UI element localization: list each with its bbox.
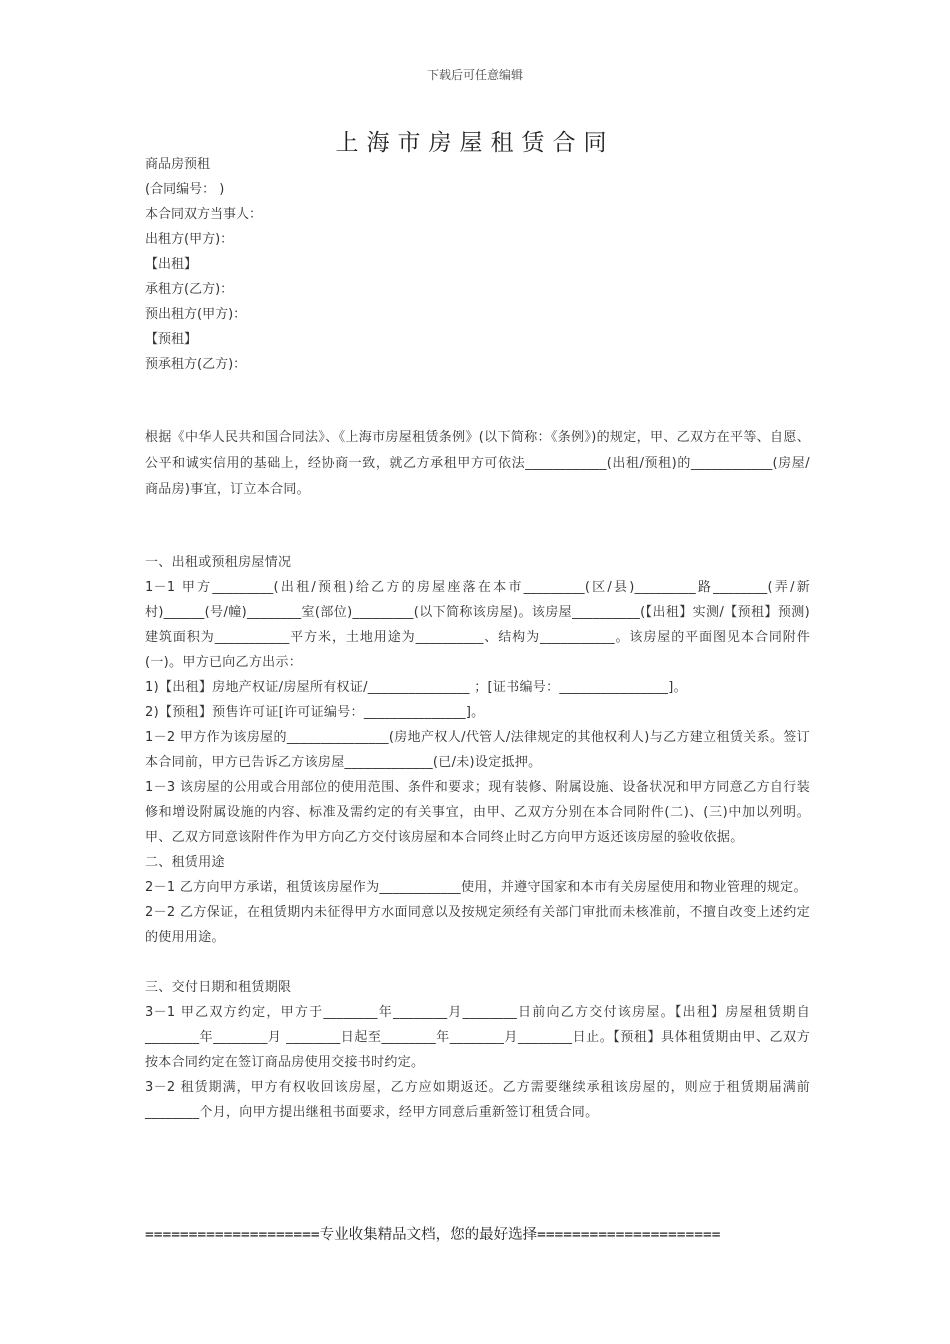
intro-paragraph: 根据《中华人民共和国合同法》、《上海市房屋租赁条例》(以下简称：《条例》)的规定，甲、乙双方在平等、自愿、公平和诚实信用的基础上，经协商一致，就乙方承租甲方可依法____________(出租/预租)的____________(房屋/商品房)事宜，订立本合同。: [145, 430, 810, 497]
header-note: 下载后可任意编辑: [426, 68, 523, 82]
party-line: 【预租】: [145, 332, 198, 347]
clause-1-1: 1－1 甲方_________(出租/预租)给乙方的房屋座落在本市_________(区/县)_________路________(弄/新村)______(号/幢)________室(部位)_________(以下简称该房屋)。该房屋__________(【出租】实测/【预租】预测)建筑面积为___________平方米，土地用途为__________、结构为___________。该房屋的平面图见本合同附件(一)。甲方已向乙方出示：: [145, 580, 810, 670]
section-3-heading: 三、交付日期和租赁期限: [145, 980, 292, 995]
section-2-heading: 二、租赁用途: [145, 855, 225, 870]
clause-3-1: 3－1 甲乙双方约定，甲方于________年________月________日前向乙方交付该房屋。【出租】房屋租赁期自________年________月 ________日起至________年________月________日止。【预租】具体租赁期由甲、乙双方按本合同约定在签订商品房使用交接书时约定。: [145, 1005, 810, 1070]
clause-2-2: 2－2 乙方保证，在租赁期内未征得甲方水面同意以及按规定须经有关部门审批而未核准前，不擅自改变上述约定的使用用途。: [145, 905, 810, 945]
party-line: 预承租方(乙方)：: [145, 357, 247, 372]
party-line: 预出租方(甲方)：: [145, 307, 247, 322]
party-line: (合同编号： ): [145, 182, 225, 197]
footer-banner: ====================专业收集精品文档，您的最好选择=====================: [145, 1227, 721, 1243]
clause-3-2: 3－2 租赁期满，甲方有权收回该房屋，乙方应如期返还。乙方需要继续承租该房屋的，则应于租赁期届满前________个月，向甲方提出继租书面要求，经甲方同意后重新签订租赁合同。: [145, 1080, 810, 1120]
clause-1-3: 1－3 该房屋的公用或合用部位的使用范围、条件和要求；现有装修、附属设施、设备状况和甲方同意乙方自行装修和增设附属设施的内容、标准及需约定的有关事宜，由甲、乙双方分别在本合同附件(二)、(三)中加以列明。甲、乙双方同意该附件作为甲方向乙方交付该房屋和本合同终止时乙方向甲方返还该房屋的验收依据。: [145, 780, 810, 845]
parties-block: [145, 152, 810, 377]
clause-2-1: 2－1 乙方向甲方承诺，租赁该房屋作为____________使用，并遵守国家和本市有关房屋使用和物业管理的规定。: [145, 880, 807, 895]
party-line: 承租方(乙方)：: [145, 282, 234, 297]
clause-1-2: 1－2 甲方作为该房屋的_______________(房地产权人/代管人/法律规定的其他权利人)与乙方建立租赁关系。签订本合同前，甲方已告诉乙方该房屋_____________(已/未)设定抵押。: [145, 730, 810, 770]
party-line: 【出租】: [145, 257, 198, 272]
clause-1-1-item-2: 2)【预租】预售许可证[许可证编号：_______________]。: [145, 705, 485, 720]
party-line: 本合同双方当事人：: [145, 207, 263, 222]
intro-block: [145, 425, 810, 503]
body-block: [145, 550, 810, 1125]
party-line: 商品房预租: [145, 157, 211, 172]
spacer: [145, 950, 810, 975]
party-line: 出租方(甲方)：: [145, 232, 234, 247]
document-title: 上海市房屋租赁合同: [335, 130, 615, 156]
section-1-heading: 一、出租或预租房屋情况: [145, 555, 292, 570]
clause-1-1-item-1: 1)【出租】房地产权证/房屋所有权证/_______________ ；[证书编号：________________]。: [145, 680, 687, 695]
